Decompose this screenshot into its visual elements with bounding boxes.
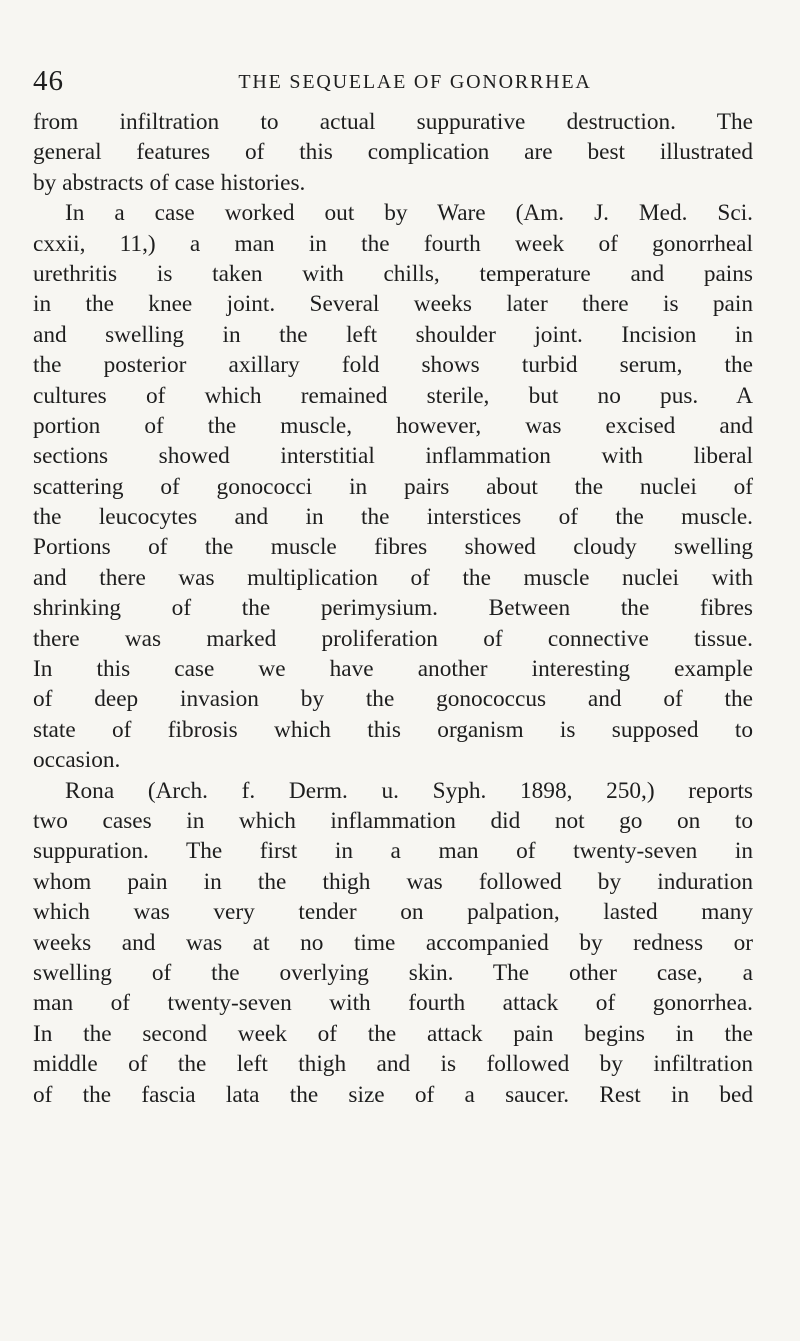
text-line: In the second week of the attack pain begins in the (33, 1020, 753, 1047)
text-line: middle of the left thigh and is followed by infiltration (33, 1051, 753, 1078)
text-line: swelling of the overlying skin. The other case, a (33, 959, 753, 986)
text-line: there was marked proliferation of connective tissue. (33, 625, 753, 652)
text-line: shrinking of the perimysium. Between the fibres (33, 595, 753, 622)
body-text (33, 107, 753, 1110)
text-line: state of fibrosis which this organism is supposed to (33, 716, 753, 743)
text-line: urethritis is taken with chills, temperature and pains (33, 260, 753, 287)
running-title: THE SEQUELAE OF GONORRHEA (238, 71, 592, 93)
text-line: the posterior axillary fold shows turbid serum, the (33, 352, 753, 379)
text-line: general features of this complication are best illustrated (33, 139, 753, 166)
text-line: and there was multiplication of the muscle nuclei with (33, 564, 753, 591)
text-line: the leucocytes and in the interstices of the muscle. (33, 504, 753, 531)
text-line: and swelling in the left shoulder joint. Incision in (33, 321, 753, 348)
text-line: from infiltration to actual suppurative destruction. The (33, 109, 753, 135)
page-number: 46 (33, 65, 64, 97)
text-line: of the fascia lata the size of a saucer. Rest in bed (33, 1081, 753, 1108)
text-line: Rona (Arch. f. Derm. u. Syph. 1898, 250,) reports (65, 777, 753, 804)
text-line: Portions of the muscle fibres showed cloudy swelling (33, 534, 753, 561)
text-line: of deep invasion by the gonococcus and of the (33, 686, 753, 713)
text-line: in the knee joint. Several weeks later there is pain (33, 291, 753, 318)
text-line: cultures of which remained sterile, but no pus. A (33, 382, 753, 409)
text-line: man of twenty-seven with fourth attack of gonorrhea. (33, 990, 753, 1017)
text-line: two cases in which inflammation did not go on to (33, 807, 753, 834)
text-line: occasion. (33, 747, 121, 774)
text-line: which was very tender on palpation, lasted many (33, 899, 753, 926)
text-line: In a case worked out by Ware (Am. J. Med. Sci. (65, 200, 753, 227)
text-line: sections showed interstitial inflammation with liberal (33, 443, 753, 470)
text-line: portion of the muscle, however, was excised and (33, 412, 753, 439)
text-line: scattering of gonococci in pairs about the nuclei of (33, 473, 753, 500)
text-line: suppuration. The first in a man of twenty-seven in (33, 838, 753, 865)
text-line: weeks and was at no time accompanied by redness or (33, 929, 753, 956)
running-head (0, 64, 800, 98)
text-line: In this case we have another interesting example (33, 656, 753, 683)
text-line: cxxii, 11,) a man in the fourth week of gonorrheal (33, 230, 753, 257)
text-line: by abstracts of case histories. (33, 169, 306, 196)
text-line: whom pain in the thigh was followed by induration (33, 868, 753, 895)
